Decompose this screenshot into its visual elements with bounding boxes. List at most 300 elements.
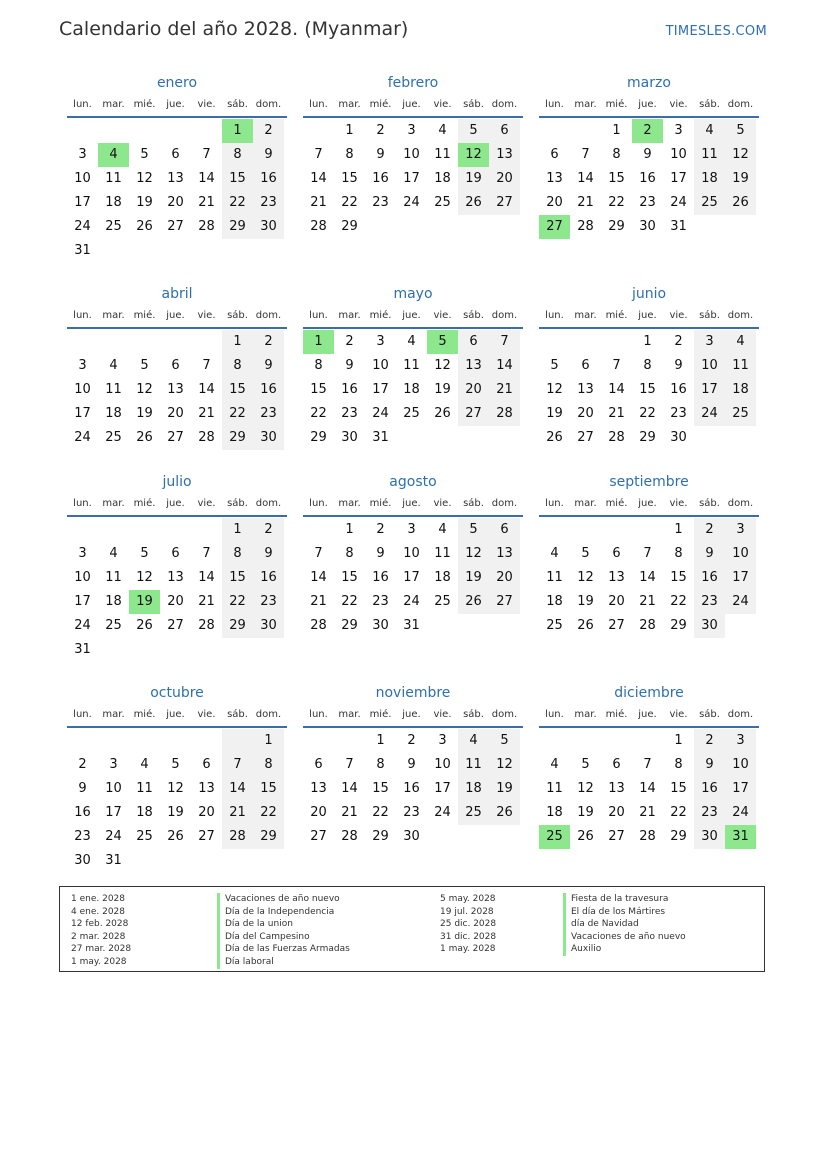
day-cell[interactable]: 20	[577, 406, 594, 421]
day-cell[interactable]: 17	[694, 378, 725, 402]
day-cell[interactable]: 27	[608, 618, 625, 633]
day-cell[interactable]: 2	[345, 334, 354, 349]
day-cell[interactable]: 1	[643, 334, 652, 349]
day-cell[interactable]: 15	[608, 171, 625, 186]
day-cell[interactable]: 26	[458, 191, 489, 215]
day-cell[interactable]: 24	[105, 829, 122, 844]
day-cell[interactable]: 21	[222, 801, 253, 825]
day-cell[interactable]: 29	[222, 215, 253, 239]
day-cell[interactable]: 2	[694, 518, 725, 542]
day-cell[interactable]: 8	[674, 546, 683, 561]
day-cell[interactable]: 21	[489, 378, 520, 402]
day-cell[interactable]: 30	[253, 614, 284, 638]
day-cell[interactable]: 10	[694, 354, 725, 378]
day-cell[interactable]: 14	[198, 171, 215, 186]
day-cell[interactable]: 30	[372, 618, 389, 633]
day-cell[interactable]: 17	[74, 594, 91, 609]
day-cell[interactable]: 23	[253, 402, 284, 426]
day-cell[interactable]: 7	[314, 147, 323, 162]
day-cell[interactable]: 29	[608, 219, 625, 234]
day-cell[interactable]: 2	[376, 123, 385, 138]
day-cell[interactable]: 30	[403, 829, 420, 844]
day-cell[interactable]: 25	[725, 402, 756, 426]
day-cell[interactable]: 18	[105, 594, 122, 609]
day-cell[interactable]: 14	[639, 570, 656, 585]
day-cell[interactable]: 23	[372, 594, 389, 609]
holiday-day-cell[interactable]: 2	[632, 119, 663, 143]
day-cell[interactable]: 16	[74, 805, 91, 820]
day-cell[interactable]: 21	[198, 195, 215, 210]
day-cell[interactable]: 12	[489, 753, 520, 777]
day-cell[interactable]: 20	[167, 406, 184, 421]
day-cell[interactable]: 8	[314, 358, 323, 373]
day-cell[interactable]: 1	[345, 123, 354, 138]
day-cell[interactable]: 3	[674, 123, 683, 138]
day-cell[interactable]: 6	[171, 358, 180, 373]
day-cell[interactable]: 18	[434, 171, 451, 186]
day-cell[interactable]: 14	[577, 171, 594, 186]
day-cell[interactable]: 1	[222, 518, 253, 542]
day-cell[interactable]: 28	[310, 618, 327, 633]
day-cell[interactable]: 23	[694, 801, 725, 825]
day-cell[interactable]: 20	[458, 378, 489, 402]
day-cell[interactable]: 31	[105, 853, 122, 868]
day-cell[interactable]: 1	[376, 733, 385, 748]
day-cell[interactable]: 25	[403, 406, 420, 421]
day-cell[interactable]: 18	[694, 167, 725, 191]
day-cell[interactable]: 22	[310, 406, 327, 421]
day-cell[interactable]: 29	[310, 430, 327, 445]
day-cell[interactable]: 13	[608, 781, 625, 796]
day-cell[interactable]: 13	[167, 570, 184, 585]
day-cell[interactable]: 4	[109, 358, 118, 373]
day-cell[interactable]: 16	[372, 171, 389, 186]
day-cell[interactable]: 4	[438, 522, 447, 537]
day-cell[interactable]: 17	[74, 406, 91, 421]
day-cell[interactable]: 7	[202, 358, 211, 373]
day-cell[interactable]: 30	[341, 430, 358, 445]
day-cell[interactable]: 4	[140, 757, 149, 772]
day-cell[interactable]: 4	[725, 330, 756, 354]
day-cell[interactable]: 5	[171, 757, 180, 772]
day-cell[interactable]: 29	[670, 618, 687, 633]
day-cell[interactable]: 4	[550, 757, 559, 772]
holiday-day-cell[interactable]: 5	[427, 330, 458, 354]
day-cell[interactable]: 19	[725, 167, 756, 191]
holiday-day-cell[interactable]: 12	[458, 143, 489, 167]
day-cell[interactable]: 23	[403, 805, 420, 820]
day-cell[interactable]: 28	[310, 219, 327, 234]
day-cell[interactable]: 3	[407, 522, 416, 537]
day-cell[interactable]: 3	[109, 757, 118, 772]
day-cell[interactable]: 26	[577, 618, 594, 633]
day-cell[interactable]: 28	[198, 430, 215, 445]
day-cell[interactable]: 26	[546, 430, 563, 445]
day-cell[interactable]: 28	[639, 829, 656, 844]
day-cell[interactable]: 23	[694, 590, 725, 614]
day-cell[interactable]: 16	[670, 382, 687, 397]
day-cell[interactable]: 3	[78, 546, 87, 561]
day-cell[interactable]: 6	[489, 518, 520, 542]
day-cell[interactable]: 4	[458, 729, 489, 753]
day-cell[interactable]: 30	[639, 219, 656, 234]
day-cell[interactable]: 2	[253, 330, 284, 354]
day-cell[interactable]: 21	[310, 195, 327, 210]
day-cell[interactable]: 7	[202, 147, 211, 162]
day-cell[interactable]: 13	[608, 570, 625, 585]
day-cell[interactable]: 23	[372, 195, 389, 210]
day-cell[interactable]: 30	[694, 614, 725, 638]
day-cell[interactable]: 10	[725, 753, 756, 777]
day-cell[interactable]: 14	[198, 570, 215, 585]
day-cell[interactable]: 9	[674, 358, 683, 373]
day-cell[interactable]: 19	[458, 167, 489, 191]
day-cell[interactable]: 27	[489, 191, 520, 215]
day-cell[interactable]: 15	[222, 378, 253, 402]
day-cell[interactable]: 7	[314, 546, 323, 561]
holiday-day-cell[interactable]: 25	[539, 825, 570, 849]
day-cell[interactable]: 2	[78, 757, 87, 772]
day-cell[interactable]: 25	[136, 829, 153, 844]
day-cell[interactable]: 10	[74, 570, 91, 585]
day-cell[interactable]: 17	[725, 566, 756, 590]
day-cell[interactable]: 5	[140, 358, 149, 373]
day-cell[interactable]: 17	[403, 570, 420, 585]
day-cell[interactable]: 20	[546, 195, 563, 210]
day-cell[interactable]: 26	[136, 618, 153, 633]
day-cell[interactable]: 7	[202, 546, 211, 561]
day-cell[interactable]: 6	[550, 147, 559, 162]
day-cell[interactable]: 26	[489, 801, 520, 825]
day-cell[interactable]: 21	[639, 594, 656, 609]
day-cell[interactable]: 27	[167, 618, 184, 633]
day-cell[interactable]: 17	[434, 781, 451, 796]
day-cell[interactable]: 25	[694, 191, 725, 215]
day-cell[interactable]: 8	[222, 542, 253, 566]
day-cell[interactable]: 26	[136, 430, 153, 445]
day-cell[interactable]: 18	[136, 805, 153, 820]
day-cell[interactable]: 15	[222, 167, 253, 191]
day-cell[interactable]: 3	[694, 330, 725, 354]
day-cell[interactable]: 15	[341, 171, 358, 186]
day-cell[interactable]: 11	[136, 781, 153, 796]
day-cell[interactable]: 7	[612, 358, 621, 373]
day-cell[interactable]: 21	[198, 594, 215, 609]
day-cell[interactable]: 15	[253, 777, 284, 801]
day-cell[interactable]: 22	[670, 805, 687, 820]
day-cell[interactable]: 16	[639, 171, 656, 186]
day-cell[interactable]: 13	[198, 781, 215, 796]
day-cell[interactable]: 8	[643, 358, 652, 373]
day-cell[interactable]: 3	[78, 147, 87, 162]
day-cell[interactable]: 10	[434, 757, 451, 772]
day-cell[interactable]: 28	[341, 829, 358, 844]
day-cell[interactable]: 16	[253, 378, 284, 402]
day-cell[interactable]: 7	[345, 757, 354, 772]
day-cell[interactable]: 26	[434, 406, 451, 421]
day-cell[interactable]: 2	[253, 119, 284, 143]
day-cell[interactable]: 11	[694, 143, 725, 167]
day-cell[interactable]: 25	[458, 801, 489, 825]
day-cell[interactable]: 12	[167, 781, 184, 796]
holiday-day-cell[interactable]: 4	[98, 143, 129, 167]
day-cell[interactable]: 18	[105, 406, 122, 421]
day-cell[interactable]: 6	[171, 546, 180, 561]
day-cell[interactable]: 21	[198, 406, 215, 421]
day-cell[interactable]: 29	[372, 829, 389, 844]
day-cell[interactable]: 1	[253, 729, 284, 753]
day-cell[interactable]: 31	[74, 642, 91, 657]
day-cell[interactable]: 20	[310, 805, 327, 820]
day-cell[interactable]: 13	[546, 171, 563, 186]
day-cell[interactable]: 17	[670, 171, 687, 186]
day-cell[interactable]: 9	[253, 143, 284, 167]
day-cell[interactable]: 9	[78, 781, 87, 796]
day-cell[interactable]: 21	[341, 805, 358, 820]
day-cell[interactable]: 15	[341, 570, 358, 585]
day-cell[interactable]: 26	[136, 219, 153, 234]
day-cell[interactable]: 13	[167, 382, 184, 397]
day-cell[interactable]: 29	[639, 430, 656, 445]
day-cell[interactable]: 19	[458, 566, 489, 590]
day-cell[interactable]: 19	[577, 594, 594, 609]
day-cell[interactable]: 11	[434, 147, 451, 162]
day-cell[interactable]: 22	[222, 590, 253, 614]
day-cell[interactable]: 18	[546, 594, 563, 609]
day-cell[interactable]: 26	[167, 829, 184, 844]
day-cell[interactable]: 27	[489, 590, 520, 614]
day-cell[interactable]: 1	[612, 123, 621, 138]
day-cell[interactable]: 25	[546, 618, 563, 633]
day-cell[interactable]: 15	[222, 566, 253, 590]
day-cell[interactable]: 12	[577, 781, 594, 796]
day-cell[interactable]: 30	[74, 853, 91, 868]
day-cell[interactable]: 26	[577, 829, 594, 844]
day-cell[interactable]: 24	[725, 801, 756, 825]
day-cell[interactable]: 15	[372, 781, 389, 796]
day-cell[interactable]: 20	[608, 594, 625, 609]
day-cell[interactable]: 18	[434, 570, 451, 585]
day-cell[interactable]: 17	[74, 195, 91, 210]
day-cell[interactable]: 20	[198, 805, 215, 820]
holiday-day-cell[interactable]: 1	[303, 330, 334, 354]
day-cell[interactable]: 12	[434, 358, 451, 373]
day-cell[interactable]: 18	[105, 195, 122, 210]
day-cell[interactable]: 25	[105, 219, 122, 234]
day-cell[interactable]: 25	[434, 195, 451, 210]
day-cell[interactable]: 11	[105, 382, 122, 397]
day-cell[interactable]: 11	[105, 570, 122, 585]
day-cell[interactable]: 9	[253, 354, 284, 378]
day-cell[interactable]: 28	[639, 618, 656, 633]
day-cell[interactable]: 26	[458, 590, 489, 614]
day-cell[interactable]: 29	[222, 614, 253, 638]
day-cell[interactable]: 16	[341, 382, 358, 397]
day-cell[interactable]: 31	[372, 430, 389, 445]
day-cell[interactable]: 8	[612, 147, 621, 162]
day-cell[interactable]: 8	[253, 753, 284, 777]
day-cell[interactable]: 11	[546, 570, 563, 585]
day-cell[interactable]: 13	[167, 171, 184, 186]
day-cell[interactable]: 4	[109, 546, 118, 561]
day-cell[interactable]: 14	[341, 781, 358, 796]
day-cell[interactable]: 9	[376, 147, 385, 162]
day-cell[interactable]: 13	[489, 143, 520, 167]
day-cell[interactable]: 24	[725, 590, 756, 614]
day-cell[interactable]: 10	[670, 147, 687, 162]
day-cell[interactable]: 31	[670, 219, 687, 234]
day-cell[interactable]: 11	[546, 781, 563, 796]
day-cell[interactable]: 6	[612, 757, 621, 772]
day-cell[interactable]: 3	[376, 334, 385, 349]
day-cell[interactable]: 3	[438, 733, 447, 748]
day-cell[interactable]: 22	[222, 402, 253, 426]
day-cell[interactable]: 24	[403, 594, 420, 609]
day-cell[interactable]: 8	[345, 147, 354, 162]
day-cell[interactable]: 24	[670, 195, 687, 210]
day-cell[interactable]: 27	[167, 219, 184, 234]
day-cell[interactable]: 13	[489, 542, 520, 566]
day-cell[interactable]: 28	[489, 402, 520, 426]
day-cell[interactable]: 27	[167, 430, 184, 445]
day-cell[interactable]: 10	[372, 358, 389, 373]
day-cell[interactable]: 3	[725, 518, 756, 542]
day-cell[interactable]: 11	[725, 354, 756, 378]
day-cell[interactable]: 8	[376, 757, 385, 772]
day-cell[interactable]: 14	[198, 382, 215, 397]
day-cell[interactable]: 15	[639, 382, 656, 397]
day-cell[interactable]: 2	[376, 522, 385, 537]
day-cell[interactable]: 21	[639, 805, 656, 820]
day-cell[interactable]: 27	[310, 829, 327, 844]
day-cell[interactable]: 27	[577, 430, 594, 445]
day-cell[interactable]: 23	[253, 191, 284, 215]
day-cell[interactable]: 12	[136, 570, 153, 585]
day-cell[interactable]: 23	[253, 590, 284, 614]
day-cell[interactable]: 20	[489, 566, 520, 590]
day-cell[interactable]: 14	[222, 777, 253, 801]
day-cell[interactable]: 31	[74, 243, 91, 258]
day-cell[interactable]: 1	[345, 522, 354, 537]
day-cell[interactable]: 22	[372, 805, 389, 820]
day-cell[interactable]: 22	[222, 191, 253, 215]
day-cell[interactable]: 6	[489, 119, 520, 143]
day-cell[interactable]: 9	[253, 542, 284, 566]
day-cell[interactable]: 24	[372, 406, 389, 421]
day-cell[interactable]: 30	[670, 430, 687, 445]
day-cell[interactable]: 5	[550, 358, 559, 373]
day-cell[interactable]: 23	[341, 406, 358, 421]
day-cell[interactable]: 18	[725, 378, 756, 402]
day-cell[interactable]: 19	[136, 406, 153, 421]
day-cell[interactable]: 28	[198, 618, 215, 633]
day-cell[interactable]: 7	[581, 147, 590, 162]
day-cell[interactable]: 21	[577, 195, 594, 210]
day-cell[interactable]: 27	[458, 402, 489, 426]
day-cell[interactable]: 28	[608, 430, 625, 445]
brand-logo[interactable]: TIMESLES.COM	[665, 24, 767, 39]
day-cell[interactable]: 22	[341, 594, 358, 609]
day-cell[interactable]: 13	[577, 382, 594, 397]
day-cell[interactable]: 17	[372, 382, 389, 397]
day-cell[interactable]: 6	[458, 330, 489, 354]
day-cell[interactable]: 24	[74, 430, 91, 445]
day-cell[interactable]: 23	[670, 406, 687, 421]
day-cell[interactable]: 30	[253, 426, 284, 450]
day-cell[interactable]: 9	[345, 358, 354, 373]
day-cell[interactable]: 17	[403, 171, 420, 186]
day-cell[interactable]: 9	[694, 542, 725, 566]
day-cell[interactable]: 15	[670, 570, 687, 585]
day-cell[interactable]: 7	[643, 546, 652, 561]
day-cell[interactable]: 6	[314, 757, 323, 772]
day-cell[interactable]: 13	[310, 781, 327, 796]
day-cell[interactable]: 20	[167, 594, 184, 609]
day-cell[interactable]: 27	[608, 829, 625, 844]
day-cell[interactable]: 23	[639, 195, 656, 210]
day-cell[interactable]: 22	[639, 406, 656, 421]
day-cell[interactable]: 7	[643, 757, 652, 772]
day-cell[interactable]: 5	[140, 147, 149, 162]
day-cell[interactable]: 9	[694, 753, 725, 777]
day-cell[interactable]: 12	[136, 171, 153, 186]
day-cell[interactable]: 5	[581, 546, 590, 561]
day-cell[interactable]: 11	[458, 753, 489, 777]
day-cell[interactable]: 19	[434, 382, 451, 397]
day-cell[interactable]: 14	[608, 382, 625, 397]
day-cell[interactable]: 4	[550, 546, 559, 561]
day-cell[interactable]: 30	[694, 825, 725, 849]
day-cell[interactable]: 19	[577, 805, 594, 820]
day-cell[interactable]: 17	[105, 805, 122, 820]
day-cell[interactable]: 6	[612, 546, 621, 561]
day-cell[interactable]: 12	[458, 542, 489, 566]
day-cell[interactable]: 24	[434, 805, 451, 820]
day-cell[interactable]: 31	[403, 618, 420, 633]
day-cell[interactable]: 11	[105, 171, 122, 186]
day-cell[interactable]: 24	[74, 219, 91, 234]
day-cell[interactable]: 7	[222, 753, 253, 777]
day-cell[interactable]: 2	[674, 334, 683, 349]
day-cell[interactable]: 6	[171, 147, 180, 162]
day-cell[interactable]: 16	[253, 167, 284, 191]
day-cell[interactable]: 16	[403, 781, 420, 796]
day-cell[interactable]: 28	[198, 219, 215, 234]
day-cell[interactable]: 3	[407, 123, 416, 138]
day-cell[interactable]: 29	[341, 618, 358, 633]
day-cell[interactable]: 19	[136, 195, 153, 210]
day-cell[interactable]: 20	[489, 167, 520, 191]
day-cell[interactable]: 10	[403, 147, 420, 162]
day-cell[interactable]: 22	[341, 195, 358, 210]
holiday-day-cell[interactable]: 27	[539, 215, 570, 239]
day-cell[interactable]: 16	[372, 570, 389, 585]
day-cell[interactable]: 8	[222, 354, 253, 378]
day-cell[interactable]: 16	[253, 566, 284, 590]
day-cell[interactable]: 8	[345, 546, 354, 561]
day-cell[interactable]: 13	[458, 354, 489, 378]
day-cell[interactable]: 11	[434, 546, 451, 561]
day-cell[interactable]: 23	[74, 829, 91, 844]
day-cell[interactable]: 15	[310, 382, 327, 397]
day-cell[interactable]: 18	[546, 805, 563, 820]
day-cell[interactable]: 14	[639, 781, 656, 796]
day-cell[interactable]: 4	[407, 334, 416, 349]
day-cell[interactable]: 10	[74, 382, 91, 397]
day-cell[interactable]: 5	[140, 546, 149, 561]
day-cell[interactable]: 18	[458, 777, 489, 801]
day-cell[interactable]: 15	[670, 781, 687, 796]
